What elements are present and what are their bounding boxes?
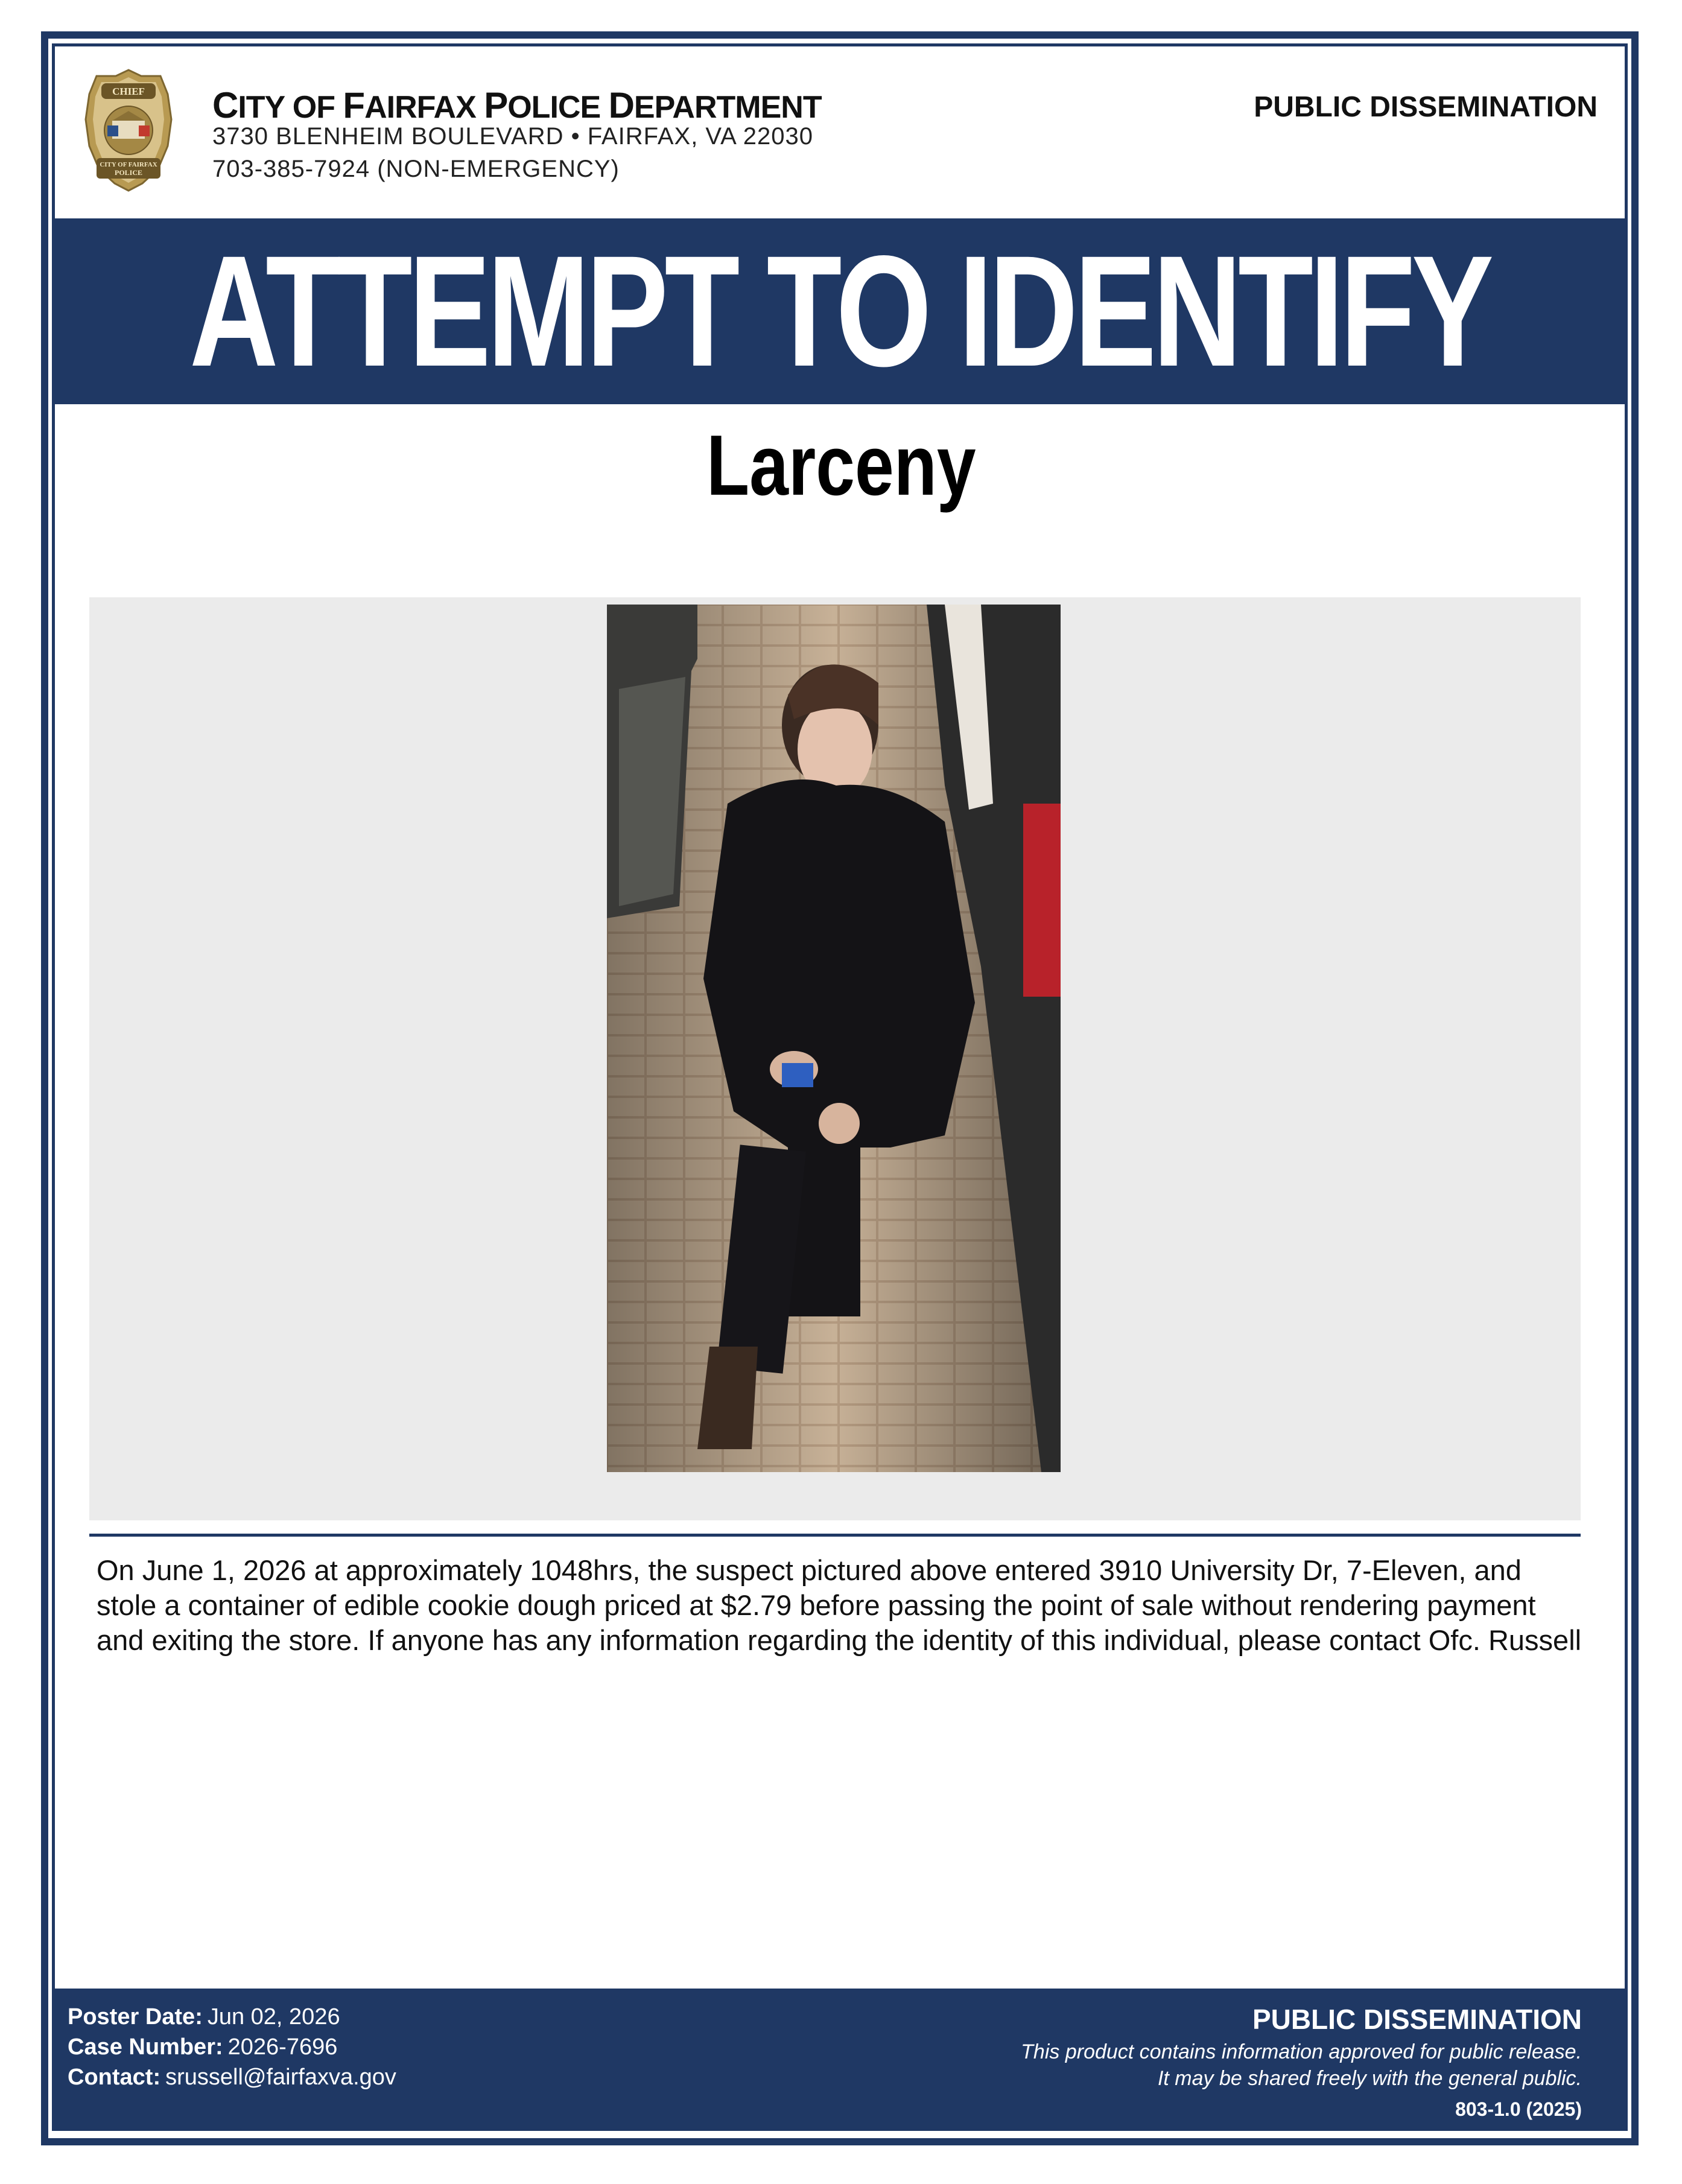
contact-email[interactable]: srussell@fairfaxva.gov (165, 2065, 396, 2090)
contact-label: Contact: (68, 2065, 161, 2090)
footer-note-line2: It may be shared freely with the general public. (1157, 2067, 1582, 2090)
dept-department-rest: EPARTMENT (633, 90, 822, 125)
poster-date-row (68, 2004, 340, 2030)
footer-dissemination: PUBLIC DISSEMINATION (1252, 2004, 1582, 2035)
police-badge-logo (83, 68, 174, 194)
header-dissemination: PUBLIC DISSEMINATION (1254, 91, 1598, 123)
poster-date-value: Jun 02, 2026 (207, 2004, 340, 2030)
case-number-value: 2026-7696 (227, 2034, 338, 2060)
badge-text-police: POLICE (114, 168, 143, 177)
offense-subtitle (0, 416, 1682, 515)
form-version: 803-1.0 (2025) (1455, 2098, 1582, 2120)
badge-text-city: CITY OF FAIRFAX (100, 161, 157, 168)
incident-narrative: On June 1, 2026 at approximately 1048hrs, the suspect pictured above entered 3910 University Dr, 7-Eleven, and stole a container of edible cookie dough priced at $2.79 before passing the point of sale without rendering payment and exiting the store. If anyone has any information regarding the identity of this individual, please contact Ofc. Russell (97, 1554, 1582, 1656)
subtitle-text: Larceny (706, 417, 976, 513)
poster-footer (53, 1989, 1626, 2130)
content-divider (89, 1534, 1581, 1537)
suspect-surveillance-photo (607, 605, 1061, 1472)
case-number-label: Case Number: (68, 2034, 223, 2060)
dept-cap-d: D (608, 85, 634, 125)
footer-note-line1: This product contains information approved for public release. (1021, 2040, 1582, 2063)
dept-cap-f: F (343, 85, 365, 125)
badge-text-chief: CHIEF (112, 86, 145, 97)
dept-fairfax-rest: AIRFAX (364, 90, 484, 125)
dept-cap-c: C (212, 85, 238, 125)
banner-title: ATTEMPT TO IDENTIFY (189, 223, 1490, 399)
case-number-row (68, 2034, 337, 2060)
dept-cap-p: P (484, 85, 508, 125)
department-phone: 703-385-7924 (NON-EMERGENCY) (212, 156, 620, 182)
title-banner (53, 218, 1626, 404)
poster-date-label: Poster Date: (68, 2004, 203, 2030)
dept-city-rest: ITY OF (238, 90, 343, 125)
department-name (212, 84, 822, 126)
dept-police-rest: OLICE (507, 90, 609, 125)
contact-row (68, 2065, 396, 2090)
department-address: 3730 BLENHEIM BOULEVARD • FAIRFAX, VA 22030 (212, 123, 813, 150)
